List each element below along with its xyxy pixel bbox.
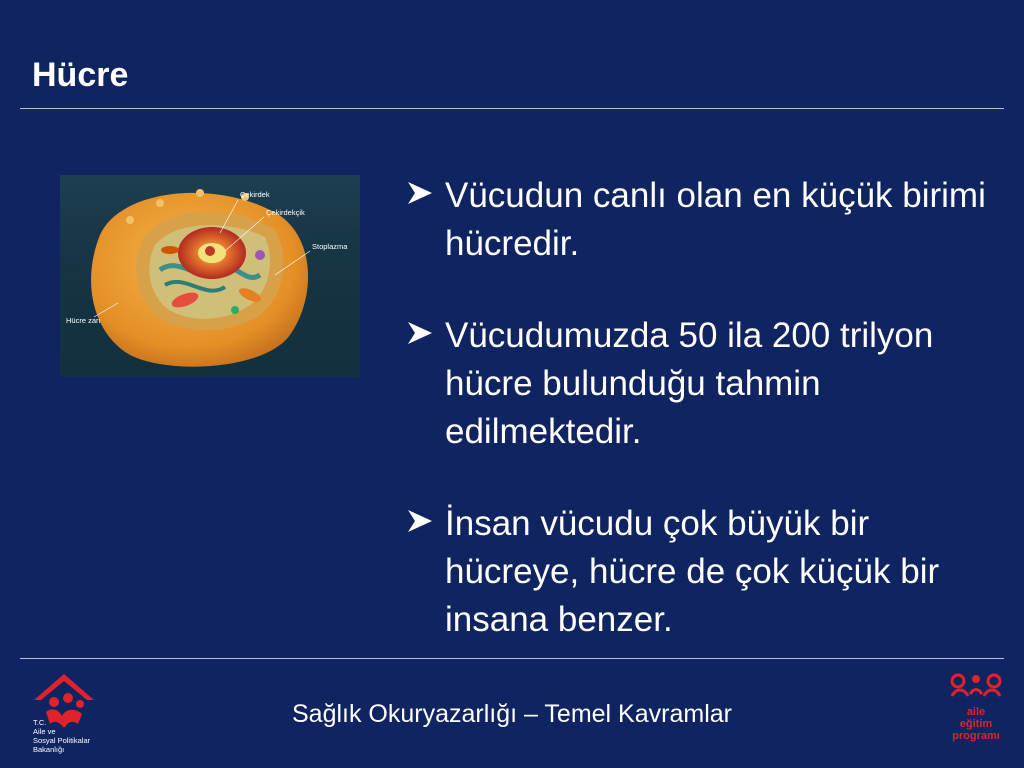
label-membrane: Hücre zarı [66, 316, 101, 325]
bullet-text: Vücudumuzda 50 ila 200 trilyon hücre bulunduğu tahmin edilmektedir. [445, 316, 934, 451]
program-logo-text [940, 706, 1012, 742]
label-cytoplasm: Stoplazma [312, 242, 348, 251]
label-nucleolus: Çekirdekçik [266, 208, 305, 217]
bullet-text: Vücudun canlı olan en küçük birimi hücredir. [445, 176, 986, 263]
program-line: aile [966, 706, 986, 718]
arrow-bullet-icon [405, 500, 445, 541]
bullet-item [405, 500, 995, 644]
program-line: eğitim [959, 718, 993, 730]
bullet-item [405, 172, 995, 268]
ministry-line: T.C. [33, 718, 47, 727]
cell-illustration [60, 175, 360, 377]
bullet-list [405, 172, 995, 688]
footer-caption: Sağlık Okuryazarlığı – Temel Kavramlar [292, 700, 732, 728]
ministry-line: Bakanlığı [33, 745, 65, 754]
slide-title: Hücre [32, 56, 129, 94]
footer-divider [20, 658, 1004, 659]
header-divider [20, 108, 1004, 109]
arrow-bullet-icon [405, 312, 445, 353]
program-line: programı [952, 730, 1000, 742]
ministry-line: Aile ve [33, 727, 56, 736]
ministry-line: Sosyal Politikalar [33, 736, 91, 745]
label-nucleus: Çekirdek [240, 190, 270, 199]
arrow-bullet-icon [405, 172, 445, 213]
bullet-text: İnsan vücudu çok büyük bir hücreye, hücre de çok küçük bir insana benzer. [445, 504, 940, 639]
bullet-item [405, 312, 995, 456]
